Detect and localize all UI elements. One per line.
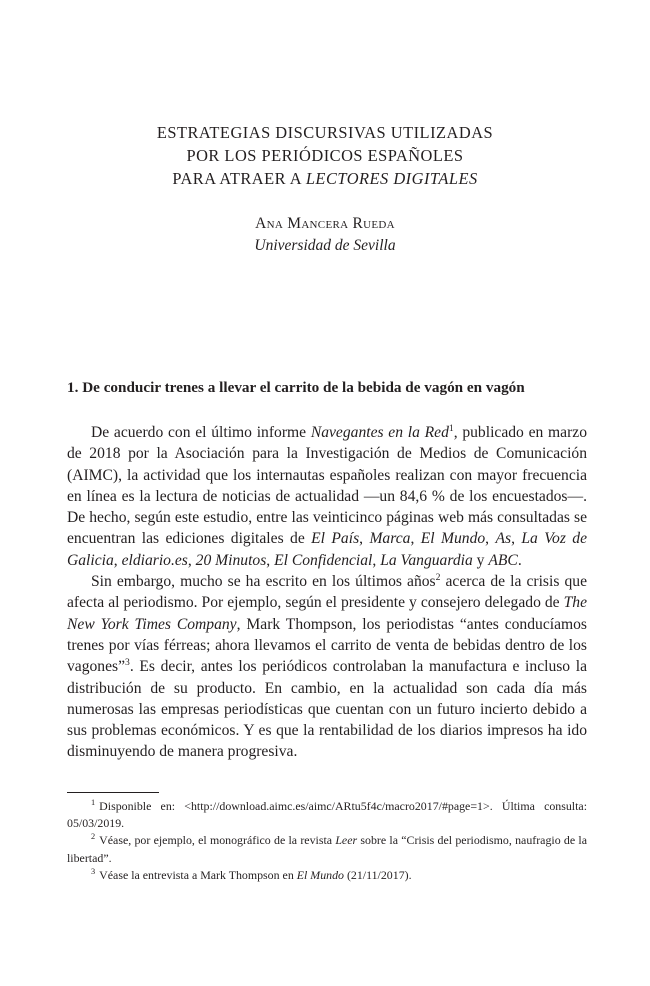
footnote-ref-2[interactable]: 2 (435, 571, 441, 583)
author-name: Ana Mancera Rueda (255, 215, 395, 232)
title-italic: LECTORES DIGITALES (305, 169, 478, 188)
paragraph-1: De acuerdo con el último informe Navegantes en la Red$^1$, publicado en marzo de 2018 por la Asociación para la Investigación de Medios de Comunicación (AIMC), la actividad que los internautas españoles realizan con mayor frecuencia en línea es la lectura de noticias de actualidad —un 84,6 % de los encuestados—. De hecho, según este estudio, entre las veinticinco páginas web más consultadas se encuentran las ediciones digitales de El País, Marca, El Mundo, As, La Voz de Galicia, eldiario.es, 20 Minutos, El Confidencial, La Vanguardia y ABC. (67, 422, 588, 569)
article-title (0, 121, 650, 190)
footnote-ref-1[interactable]: 1 (448, 422, 454, 434)
title-line-2: POR LOS PERIÓDICOS ESPAÑOLES (186, 146, 464, 165)
footnote-1: $^1$ Disponible en: <http://download.aimc.es/aimc/ARtu5f4c/macro2017/#page=1>. Última consulta: 05/03/2019. (67, 798, 587, 831)
paragraph-2: Sin embargo, mucho se ha escrito en los últimos años$^2$ acerca de la crisis que afecta al periodismo. Por ejemplo, según el presidente y consejero delegado de The New York Times Company, Mark Thompson, los periodistas “antes conducíamos trenes por vías férreas; ahora llevamos el carrito de venta de bebidas dentro de los vagones”$^3$. Es decir, antes los periódicos controlaban la manufactura e incluso la distribución de su producto. En cambio, en la actualidad son cada día más numerosas las empresas periodísticas que cuentan con un futuro incierto debido a sus problemas económicos. Y es que la rentabilidad de los diarios impresos ha ido disminuyendo de manera progresiva. (67, 571, 587, 761)
author-affiliation: Universidad de Sevilla (254, 237, 396, 254)
title-line-3: PARA ATRAER A LECTORES DIGITALES (172, 169, 478, 188)
footnote-divider (67, 792, 159, 793)
footnotes (67, 798, 587, 884)
footnote-ref-3[interactable]: 3 (125, 657, 130, 669)
footnote-2: $^2$ Véase, por ejemplo, el monográfico de la revista Leer sobre la “Crisis del periodismo, naufragio de la libertad”. (67, 832, 587, 865)
title-line-1: ESTRATEGIAS DISCURSIVAS UTILIZADAS (156, 123, 494, 142)
footnote-3: $^3$ Véase la entrevista a Mark Thompson en El Mundo (21/11/2017). (91, 866, 412, 882)
author-block (0, 213, 650, 257)
section-heading: 1. De conducir trenes a llevar el carrito de la bebida de vagón en vagón (67, 379, 525, 396)
body-text (67, 422, 587, 763)
